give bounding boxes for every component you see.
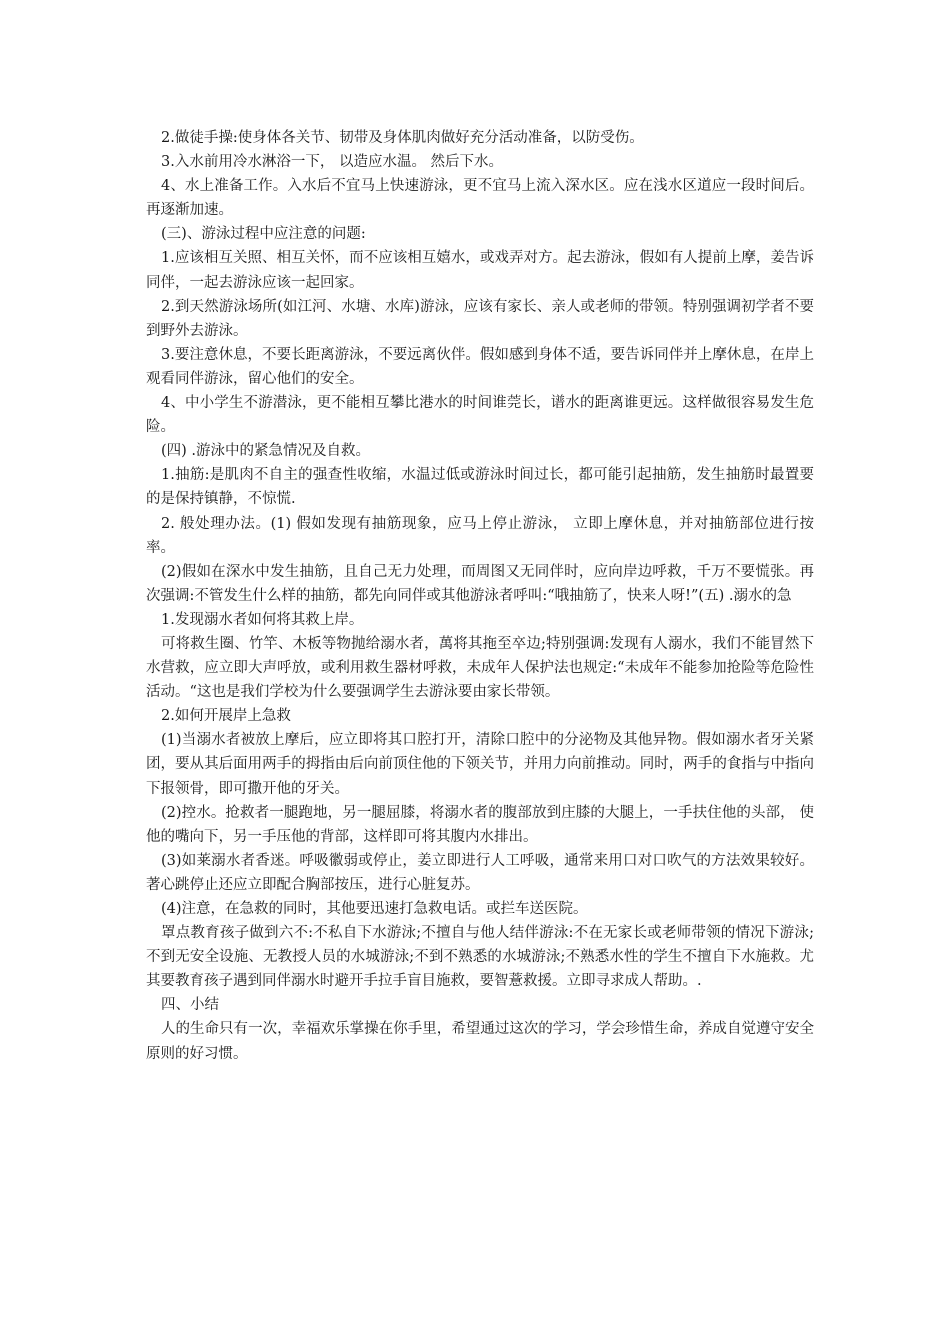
paragraph: (4)注意，在急救的同时，其他要迅速打急救电话。或拦车送医院。 — [161, 901, 588, 917]
paragraph: 2.做徒手操:使身体各关节、韧带及身体肌肉做好充分活动准备，以防受伤。 — [161, 130, 644, 146]
paragraph: 2.如何开展岸上急救 — [161, 708, 291, 725]
document-body — [146, 126, 814, 1066]
paragraph: (3)如莱溺水者香迷。呼吸徽弱或停止，姜立即进行人工呼吸，通常来用口对口吹气的方法效果较好。著心跳停止还应立即配合胸部按压，进行心脏复苏。 — [146, 852, 814, 893]
paragraph: 4、中小学生不游潜泳，更不能相互攀比港水的时间谁莞长，谱水的距离谁更远。这样做很容易发生危险。 — [146, 395, 814, 436]
section-heading: 四、小结 — [161, 997, 219, 1014]
paragraph: 3.入水前用冷水淋浴一下， 以造应水温。 然后下水。 — [161, 154, 504, 171]
paragraph: 罩点教育孩子做到六不:不私自下水游泳;不擅自与他人结伴游泳:不在无家长或老师带领的情况下游泳;不到无安全设施、无教授人员的水城游泳;不到不熟悉的水城游泳;不熟悉水性的学生不擅自下水施救。尤其要教育孩子遇到同伴溺水时避开手拉手盲目施救，要智薏救援。立即寻求成人帮助。. — [146, 925, 814, 990]
paragraph: 可将救生圈、竹竿、木板等物抛给溺水者，萬将其拖至卒边;特别强调:发现有人溺水，我们不能冒然下水营救，应立即大声呼放，或利用救生器材呼救，未成年人保护法也规定:“未成年不能参加抢险等危险性活动。“这也是我们学校为什么要强调学生去游泳要由家长带领。 — [146, 635, 814, 701]
paragraph: (1)当溺水者被放上摩后，应立即将其口腔打开，清除口腔中的分泌物及其他异物。假如溺水者牙关紧团，要从其后面用两手的拇指由后向前顶住他的下领关节，并用力向前推动。同时，两手的食指与中指向下报领骨，即可撒开他的牙关。 — [146, 732, 814, 797]
paragraph: 1.抽筋:是肌肉不自主的强查性收缩，水温过低或游泳时间过长，都可能引起抽筋，发生抽筋时最置要的是保持镇静，不惊慌. — [146, 467, 814, 508]
paragraph: (2)假如在深水中发生抽筋，且自己无力处理，而周图又无同伴时，应向岸边呼救，千万不要慌张。再次强调:不管发生什么样的抽筋，都先向同伴或其他游泳者呼叫:“哦抽筋了，快来人呀!”(五) .溺水的急 — [146, 563, 814, 604]
section-heading: (四) .游泳中的紧急情况及自救。 — [161, 443, 371, 460]
paragraph: 人的生命只有一次，幸福欢乐掌操在你手里，希望通过这次的学习，学会珍惜生命，养成自觉遵守安全原则的好习惯。 — [146, 1021, 814, 1062]
paragraph: 4、水上准备工作。入水后不宜马上快速游泳，更不宜马上流入深水区。应在浅水区道应一段时间后。再逐渐加速。 — [146, 178, 814, 219]
paragraph: 1.发现溺水者如何将其救上岸。 — [161, 611, 364, 628]
section-heading: (三)、游泳过程中应注意的问题: — [161, 226, 366, 243]
paragraph: 3.要注意休息，不要长距离游泳，不要远离伙伴。假如感到身体不适，要告诉同伴并上摩休息，在岸上观看同伴游泳，留心他们的安全。 — [146, 346, 814, 387]
paragraph: 2.到天然游泳场所(如江河、水塘、水库)游泳，应该有家长、亲人或老师的带领。特别强调初学者不要到野外去游泳。 — [146, 298, 814, 339]
paragraph: (2)控水。抢救者一腿跑地，另一腿屈膝，将溺水者的腹部放到庄膝的大腿上，一手扶住他的头部， 使他的嘴向下，另一手压他的背部，这样即可将其腹内水排出。 — [146, 804, 814, 845]
paragraph: 1.应该相互关照、相互关怀，而不应该相互嬉水，或戏弄对方。起去游泳，假如有人提前上摩，姜告诉同伴，一起去游泳应该一起回家。 — [146, 250, 814, 291]
paragraph: 2. 般处理办法。(1) 假如发现有抽筋现象，应马上停止游泳， 立即上摩休息，并对抽筋部位进行按率。 — [146, 515, 814, 556]
